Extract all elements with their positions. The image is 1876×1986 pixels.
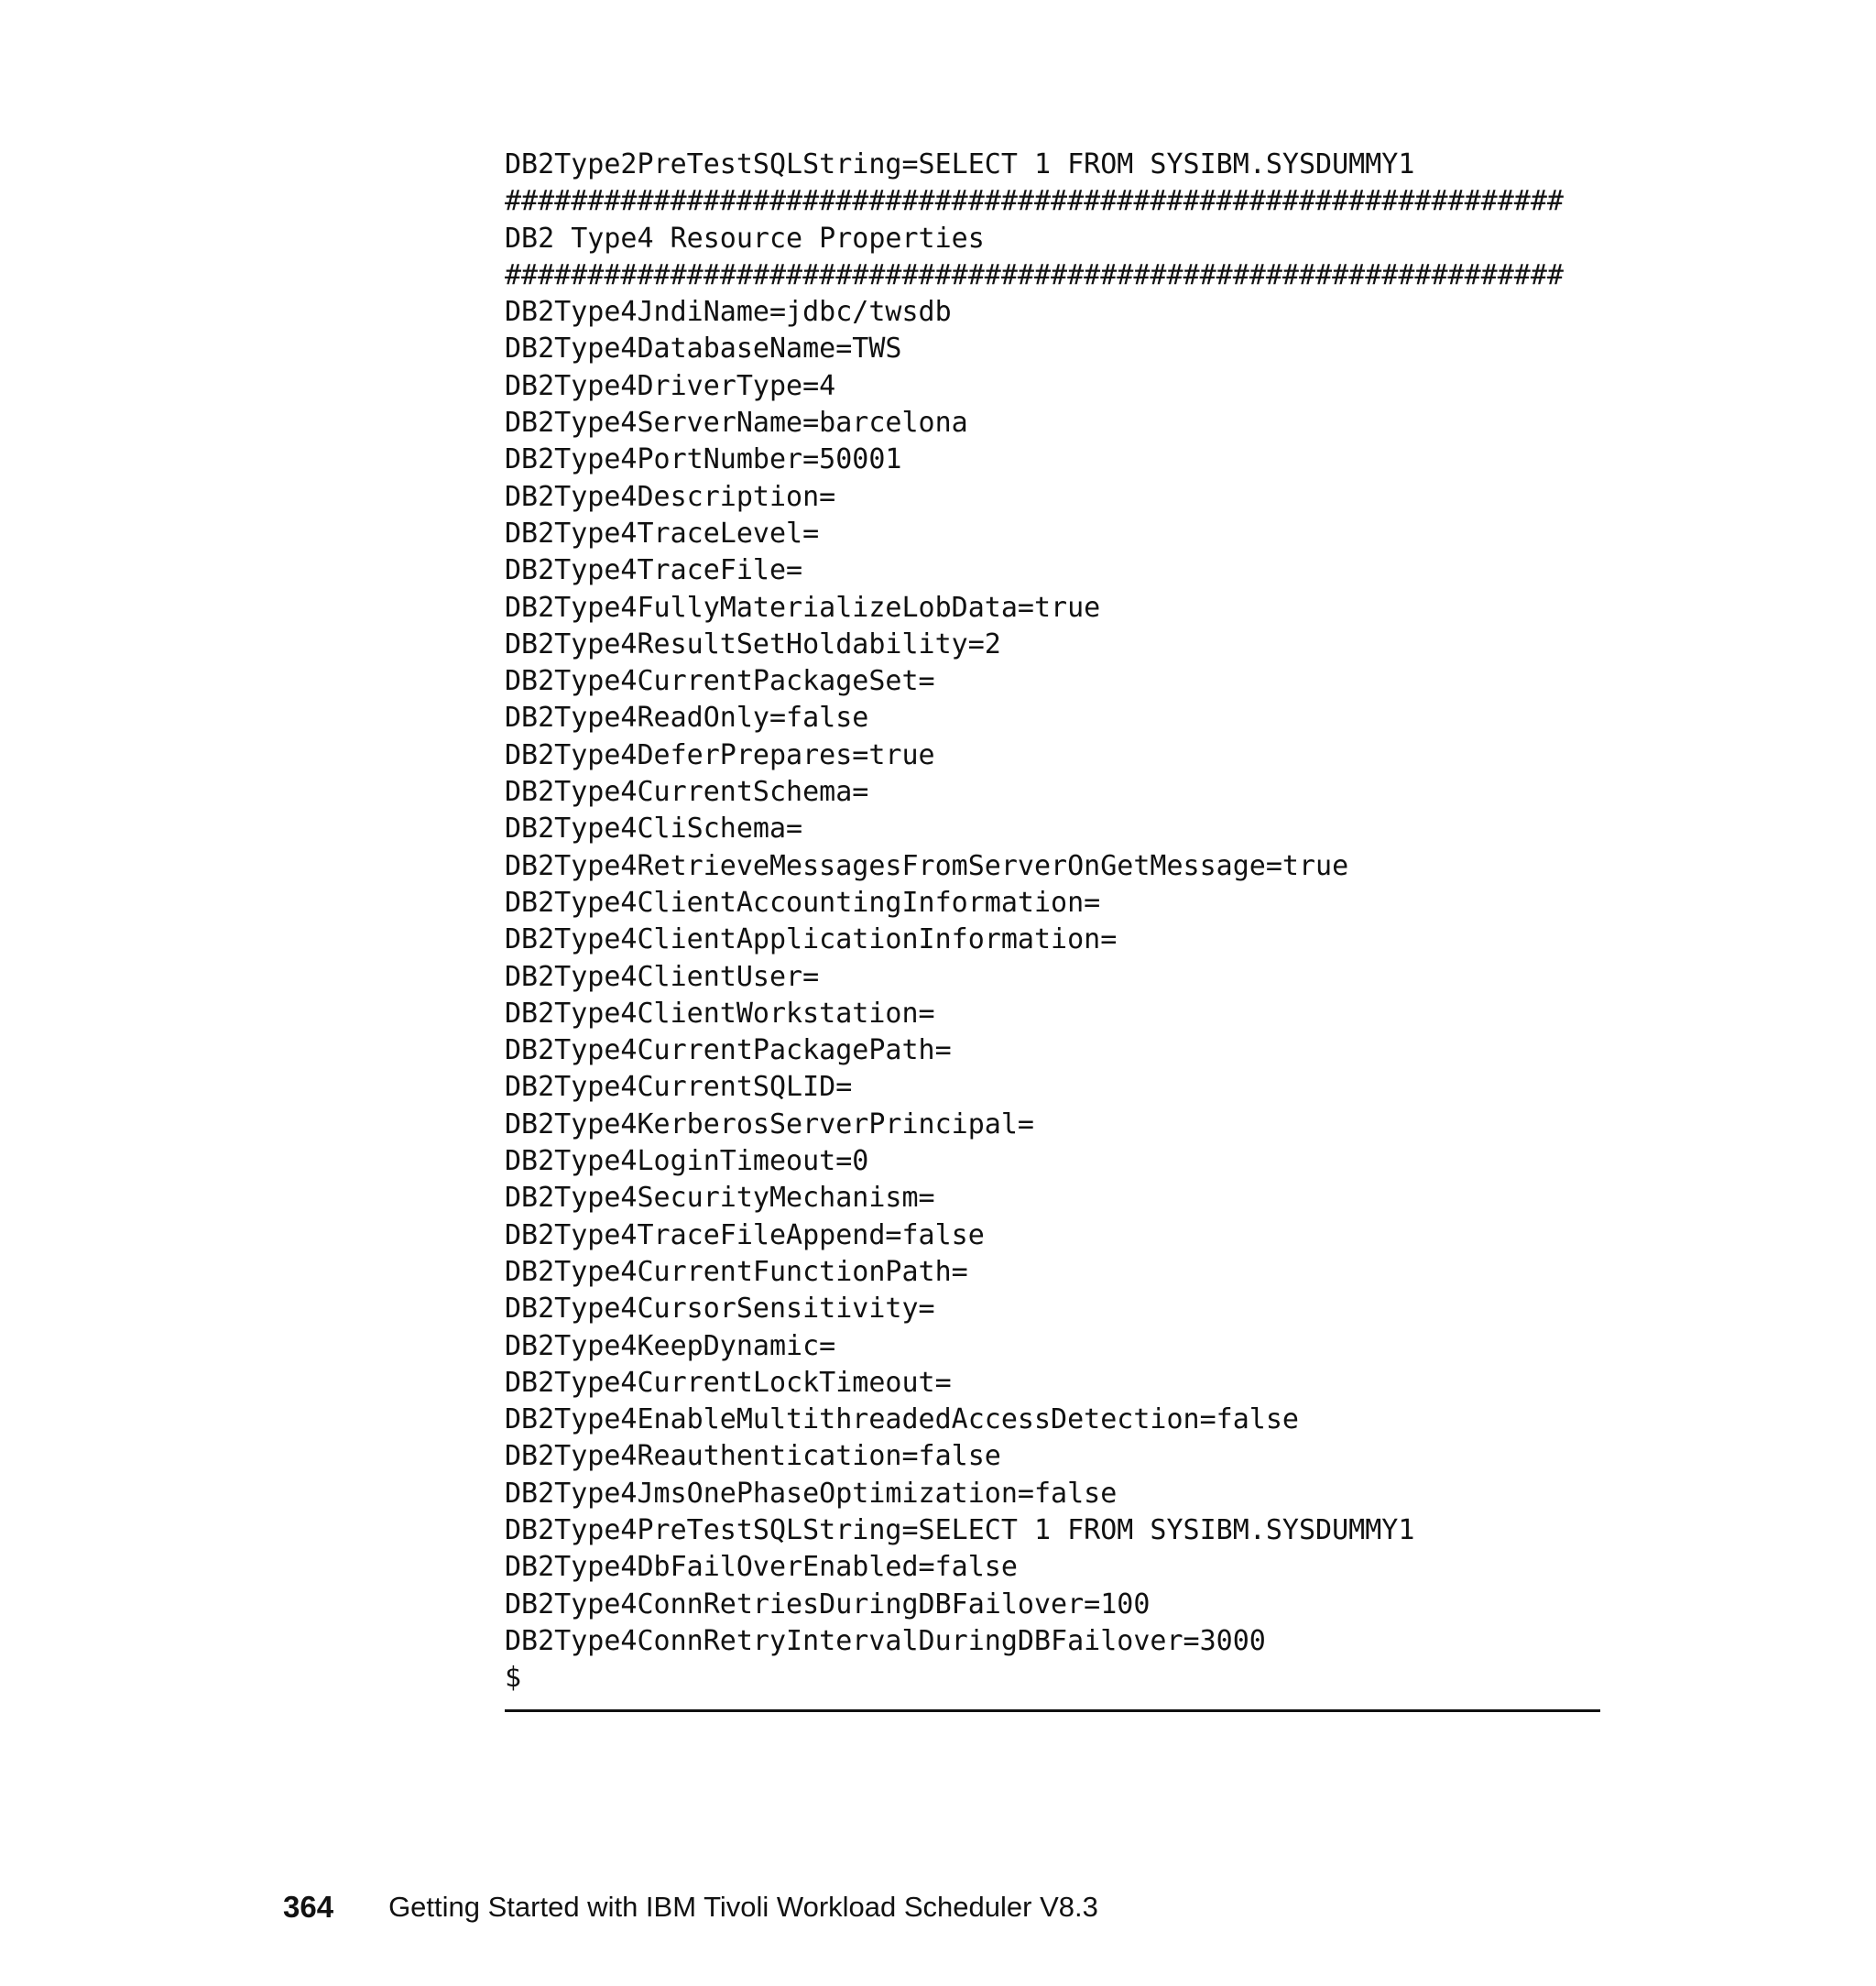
shell-prompt: $	[505, 1662, 522, 1695]
code-line: ################################################################	[505, 185, 1564, 218]
code-line: DB2Type4TraceFileAppend=false	[505, 1218, 985, 1251]
code-line: DB2Type4LoginTimeout=0	[505, 1145, 869, 1178]
code-line: DB2Type4Reauthentication=false	[505, 1440, 1001, 1473]
code-line: DB2Type4PreTestSQLString=SELECT 1 FROM SYSIBM.SYSDUMMY1	[505, 1513, 1415, 1546]
code-line: DB2Type4DatabaseName=TWS	[505, 333, 902, 366]
code-line: DB2Type4CurrentPackagePath=	[505, 1034, 952, 1067]
code-line: DB2Type4CliSchema=	[505, 813, 803, 846]
code-line: DB2Type4KeepDynamic=	[505, 1329, 836, 1362]
code-line: DB2Type4ServerName=barcelona	[505, 407, 968, 440]
code-line: DB2Type4ClientUser=	[505, 960, 820, 993]
code-line: DB2Type4ClientAccountingInformation=	[505, 886, 1101, 919]
code-line: DB2Type4ClientWorkstation=	[505, 997, 935, 1030]
code-line: DB2Type4DriverType=4	[505, 369, 836, 402]
code-line: DB2Type4RetrieveMessagesFromServerOnGetMessage=true	[505, 849, 1349, 882]
code-line: DB2Type4ReadOnly=false	[505, 702, 869, 735]
code-line: DB2Type2PreTestSQLString=SELECT 1 FROM SYSIBM.SYSDUMMY1	[505, 148, 1415, 180]
code-line: DB2Type4ConnRetryIntervalDuringDBFailover=3000	[505, 1624, 1266, 1657]
code-line: DB2Type4Description=	[505, 480, 836, 513]
code-line: DB2Type4CursorSensitivity=	[505, 1293, 935, 1326]
code-line: DB2 Type4 Resource Properties	[505, 222, 985, 255]
code-line: DB2Type4ResultSetHoldability=2	[505, 627, 1001, 660]
page-footer	[283, 1887, 1098, 1927]
code-line: DB2Type4DbFailOverEnabled=false	[505, 1551, 1018, 1584]
code-line: DB2Type4CurrentFunctionPath=	[505, 1255, 968, 1288]
code-line: DB2Type4FullyMaterializeLobData=true	[505, 591, 1101, 624]
code-line: DB2Type4CurrentSQLID=	[505, 1071, 853, 1104]
code-line: DB2Type4JndiName=jdbc/twsdb	[505, 296, 952, 329]
code-line: ################################################################	[505, 258, 1564, 291]
code-line: DB2Type4JmsOnePhaseOptimization=false	[505, 1477, 1118, 1510]
code-line: DB2Type4CurrentLockTimeout=	[505, 1366, 952, 1399]
code-line: DB2Type4PortNumber=50001	[505, 443, 902, 476]
code-block-bottom-rule	[505, 1709, 1600, 1712]
page-number: 364	[283, 1890, 334, 1924]
book-title: Getting Started with IBM Tivoli Workload Scheduler V8.3	[388, 1891, 1098, 1923]
code-line: DB2Type4ClientApplicationInformation=	[505, 923, 1118, 956]
code-line: DB2Type4DeferPrepares=true	[505, 738, 935, 771]
code-listing	[505, 147, 1604, 1697]
code-line: DB2Type4TraceLevel=	[505, 517, 820, 550]
code-line: DB2Type4CurrentSchema=	[505, 776, 869, 809]
code-line: DB2Type4SecurityMechanism=	[505, 1182, 935, 1215]
code-line: DB2Type4CurrentPackageSet=	[505, 665, 935, 698]
code-line: DB2Type4ConnRetriesDuringDBFailover=100	[505, 1588, 1151, 1620]
code-line: DB2Type4EnableMultithreadedAccessDetection=false	[505, 1403, 1299, 1436]
code-line: DB2Type4KerberosServerPrincipal=	[505, 1108, 1034, 1140]
code-line: DB2Type4TraceFile=	[505, 554, 803, 587]
